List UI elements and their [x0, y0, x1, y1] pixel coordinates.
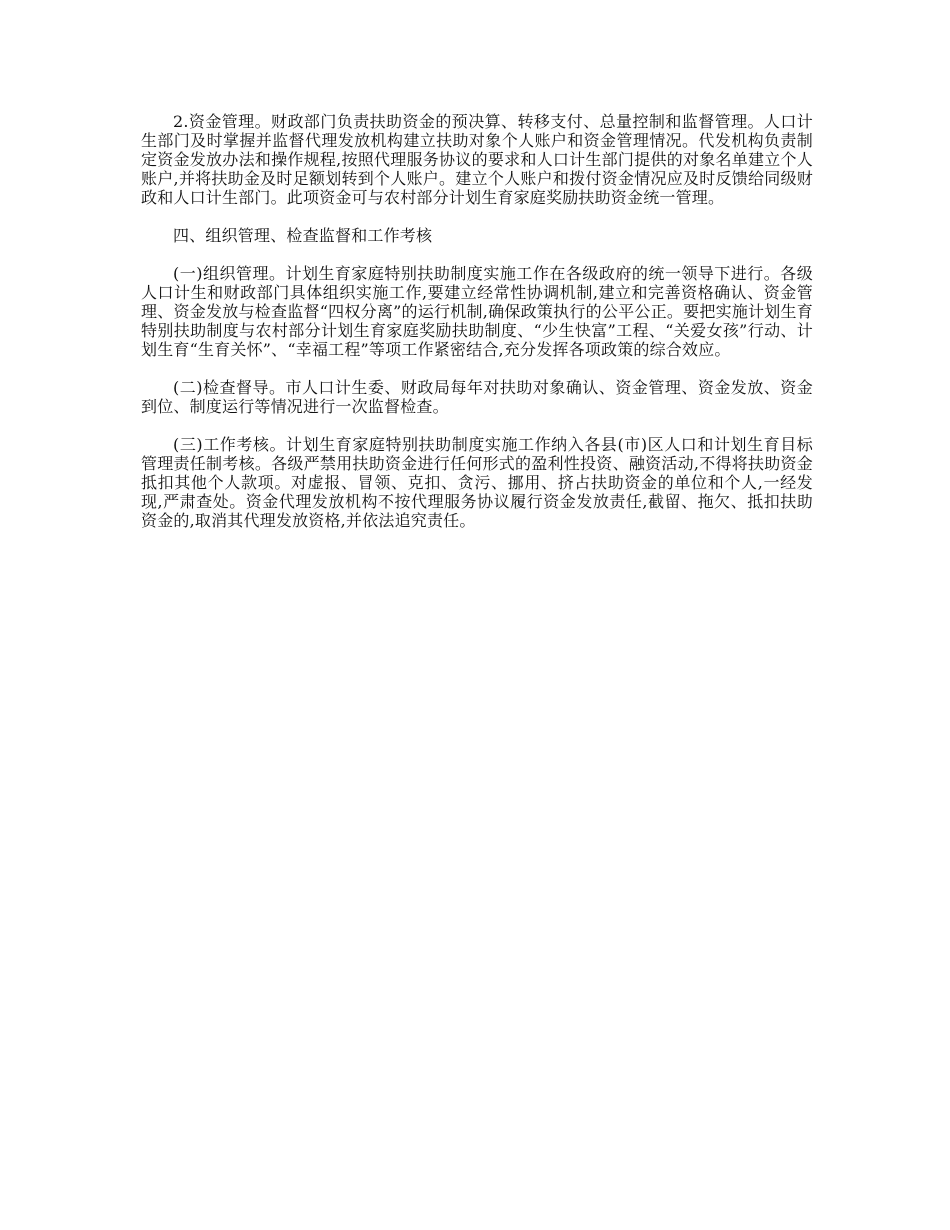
paragraph-work-assessment: (三)工作考核。计划生育家庭特别扶助制度实施工作纳入各县(市)区人口和计划生育目标管理责任制考核。各级严禁用扶助资金进行任何形式的盈利性投资、融资活动,不得将扶助资金抵扣其他个人款项。对虚报、冒领、克扣、贪污、挪用、挤占扶助资金的单位和个人,一经发现,严肃查处。资金代理发放机构不按代理服务协议履行资金发放责任,截留、拖欠、抵扣扶助资金的,取消其代理发放资格,并依法追究责任。: [141, 435, 813, 530]
document-page: [141, 112, 813, 549]
paragraph-fund-management: 2.资金管理。财政部门负责扶助资金的预决算、转移支付、总量控制和监督管理。人口计生部门及时掌握并监督代理发放机构建立扶助对象个人账户和资金管理情况。代发机构负责制定资金发放办法和操作规程,按照代理服务协议的要求和人口计生部门提供的对象名单建立个人账户,并将扶助金及时足额划转到个人账户。建立个人账户和拨付资金情况应及时反馈给同级财政和人口计生部门。此项资金可与农村部分计划生育家庭奖励扶助资金统一管理。: [141, 112, 813, 207]
paragraph-organization-management: (一)组织管理。计划生育家庭特别扶助制度实施工作在各级政府的统一领导下进行。各级人口计生和财政部门具体组织实施工作,要建立经常性协调机制,建立和完善资格确认、资金管理、资金发放与检查监督“四权分离”的运行机制,确保政策执行的公平公正。要把实施计划生育特别扶助制度与农村部分计划生育家庭奖励扶助制度、“少生快富”工程、“关爱女孩”行动、计划生育“生育关怀”、“幸福工程”等项工作紧密结合,充分发挥各项政策的综合效应。: [141, 264, 813, 359]
paragraph-inspection-supervision: (二)检查督导。市人口计生委、财政局每年对扶助对象确认、资金管理、资金发放、资金到位、制度运行等情况进行一次监督检查。: [141, 378, 813, 416]
section-heading-organization: 四、组织管理、检查监督和工作考核: [173, 226, 433, 245]
